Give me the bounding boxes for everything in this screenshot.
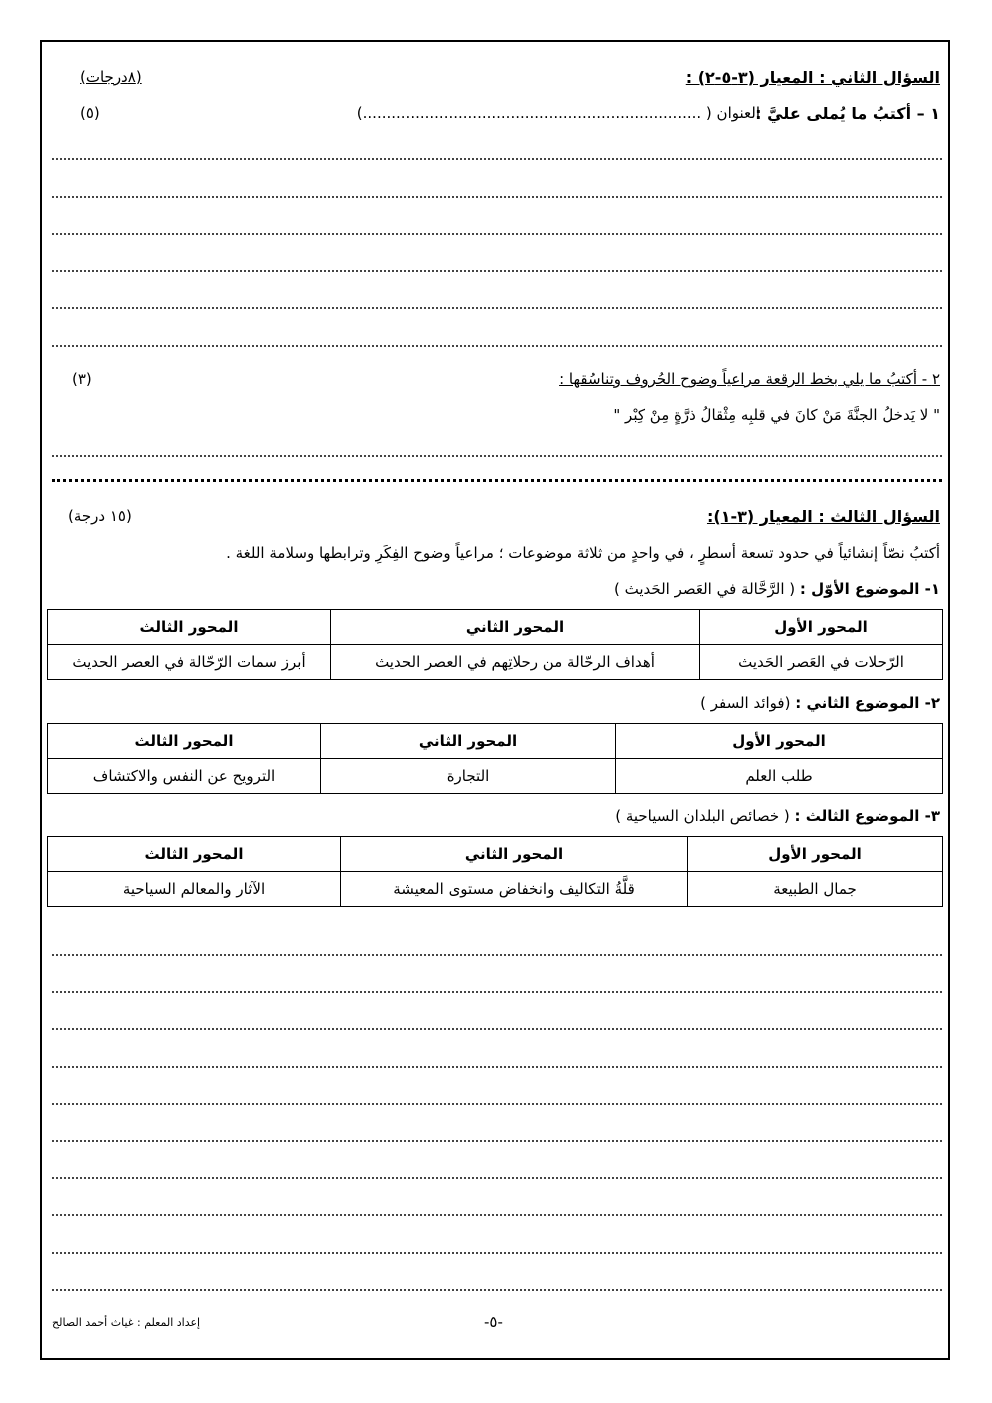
cell-axis-1: جمال الطبيعة: [688, 872, 943, 907]
dictation-line-2[interactable]: [52, 196, 942, 198]
q3-instruction: أكتبُ نصّاً إنشائياً في حدود تسعة أسطرٍ ، في واحدٍ من ثلاثة موضوعات ؛ مراعياً وضوح الفِكَرِ وترابطها وسلامة اللغة .: [226, 544, 940, 562]
header-axis-2: المحور الثاني: [341, 837, 688, 872]
q2-grade: (٨درجات): [80, 68, 142, 86]
topic-2-heading: [700, 694, 940, 712]
q3-grade: (١٥ درجة): [68, 507, 132, 525]
header-axis-2: المحور الثاني: [321, 724, 616, 759]
topic-2-label: ٢- الموضوع الثاني :: [795, 694, 940, 712]
topic-1-heading: [614, 580, 940, 598]
essay-line-10[interactable]: [52, 1289, 942, 1291]
dictation-line-5[interactable]: [52, 307, 942, 309]
essay-line-5[interactable]: [52, 1103, 942, 1105]
topic-2-title: (فوائد السفر ): [700, 694, 791, 712]
header-axis-1: المحور الأول: [688, 837, 943, 872]
table-header-row: [48, 610, 943, 645]
q2-item2-grade: (٣): [72, 370, 92, 388]
topic-1-table: [47, 609, 943, 680]
dictation-line-3[interactable]: [52, 233, 942, 235]
page-number: -٥-: [484, 1313, 503, 1331]
essay-line-8[interactable]: [52, 1214, 942, 1216]
q2-item1-label: ١ – أكتبُ ما يُملى عليَّ :: [755, 104, 940, 123]
table-row: [48, 759, 943, 794]
handwriting-line[interactable]: [52, 455, 942, 457]
topic-1-label: ١- الموضوع الأوّل :: [799, 580, 940, 598]
hadith-text: " لا يَدخلُ الجنَّةَ مَنْ كانَ في قلبِه مِثْقالُ ذرَّةٍ مِنْ كِبْر ": [613, 406, 940, 424]
topic-3-heading: [615, 807, 940, 825]
essay-line-4[interactable]: [52, 1066, 942, 1068]
table-header-row: [48, 837, 943, 872]
essay-line-2[interactable]: [52, 991, 942, 993]
topic-3-table: [47, 836, 943, 907]
dictation-line-6[interactable]: [52, 345, 942, 347]
essay-line-1[interactable]: [52, 954, 942, 956]
q2-item1-title-field: العنوان ( .......................................................................): [356, 104, 760, 122]
cell-axis-1: الرّحلات في العَصر الحَديث: [700, 645, 943, 680]
dictation-line-1[interactable]: [52, 158, 942, 160]
header-axis-1: المحور الأول: [700, 610, 943, 645]
header-axis-1: المحور الأول: [616, 724, 943, 759]
topic-1-title: ( الرَّحَّالة في العَصر الحَديث ): [613, 580, 796, 598]
essay-line-6[interactable]: [52, 1140, 942, 1142]
prepared-by: إعداد المعلم : غياث أحمد الصالح: [52, 1316, 201, 1329]
dictation-line-4[interactable]: [52, 270, 942, 272]
q2-item1-grade: (٥): [80, 104, 100, 122]
cell-axis-2: قلَّةُ التكاليف وانخفاض مستوى المعيشة: [341, 872, 688, 907]
header-axis-2: المحور الثاني: [331, 610, 700, 645]
section-separator: [52, 479, 942, 482]
essay-line-9[interactable]: [52, 1252, 942, 1254]
cell-axis-2: التجارة: [321, 759, 616, 794]
table-row: [48, 872, 943, 907]
cell-axis-3: الترويح عن النفس والاكتشاف: [48, 759, 321, 794]
topic-2-table: [47, 723, 943, 794]
topic-3-label: ٣- الموضوع الثالث :: [794, 807, 940, 825]
essay-line-7[interactable]: [52, 1177, 942, 1179]
table-row: [48, 645, 943, 680]
q2-item2-label: ٢ - أكتبُ ما يلي بخط الرقعة مراعياً وضوح الحُروف وتناسُقها :: [559, 370, 940, 388]
q3-title: السؤال الثالث : المعيار (٣-١):: [706, 507, 940, 526]
table-header-row: [48, 724, 943, 759]
topic-3-title: ( خصائص البلدان السياحية ): [615, 807, 790, 825]
cell-axis-1: طلب العلم: [616, 759, 943, 794]
cell-axis-2: أهداف الرحّالة من رحلاتِهم في العصر الحديث: [331, 645, 700, 680]
essay-line-3[interactable]: [52, 1028, 942, 1030]
header-axis-3: المحور الثالث: [48, 610, 331, 645]
header-axis-3: المحور الثالث: [48, 724, 321, 759]
header-axis-3: المحور الثالث: [48, 837, 341, 872]
cell-axis-3: أبرز سمات الرّحّالة في العصر الحديث: [48, 645, 331, 680]
q2-title: السؤال الثاني : المعيار (٣-٥-٢) :: [685, 68, 940, 87]
cell-axis-3: الآثار والمعالم السياحية: [48, 872, 341, 907]
